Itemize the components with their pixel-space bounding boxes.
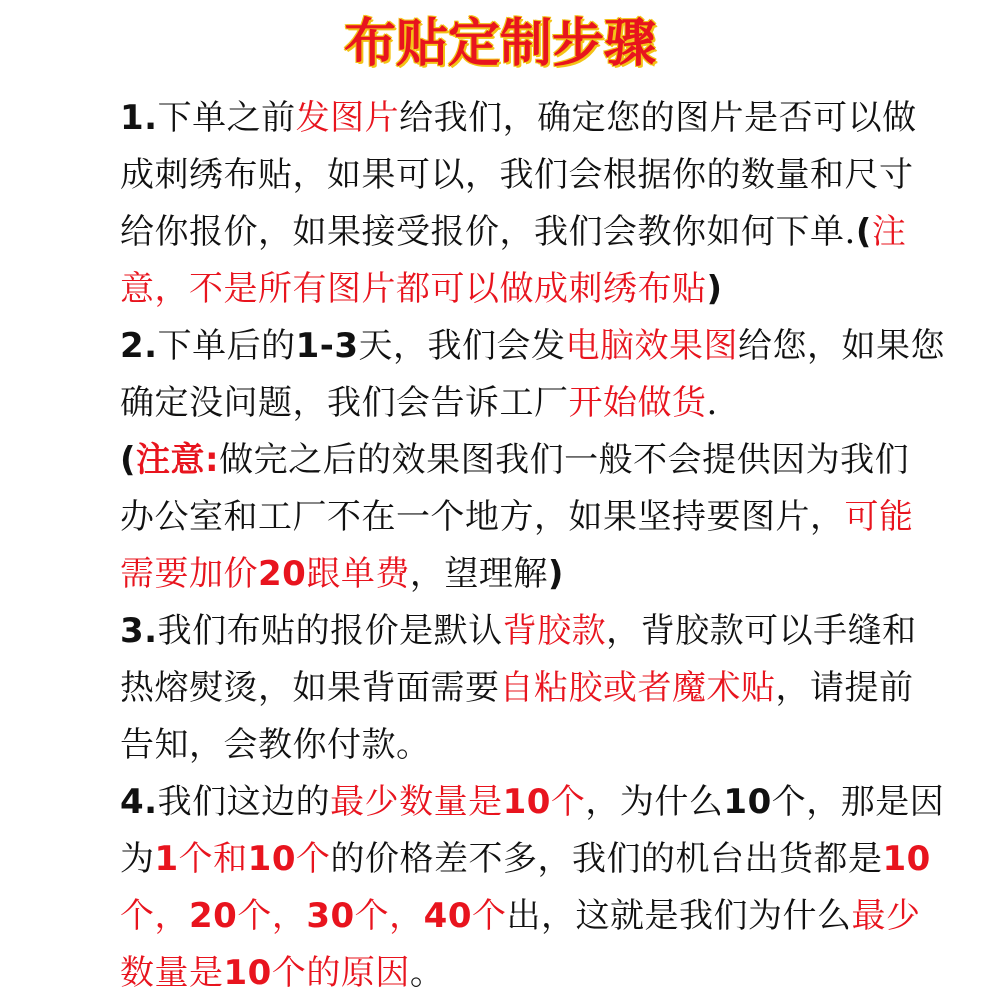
highlighted-text: 10 xyxy=(223,953,272,993)
highlighted-text: 数量是 xyxy=(120,953,224,993)
text-segment: 3. xyxy=(120,611,158,651)
text-line xyxy=(120,831,931,888)
text-segment: 4. xyxy=(120,782,158,822)
highlighted-text: 注意: xyxy=(136,440,220,480)
text-line xyxy=(120,318,946,375)
highlighted-text: 最少 xyxy=(851,896,921,936)
highlighted-text: 背胶款 xyxy=(502,611,607,651)
text-segment: 确定没问题，我们会告诉工厂 xyxy=(120,383,569,423)
text-line xyxy=(120,261,920,318)
highlighted-text: 个 xyxy=(550,782,586,822)
highlighted-text: 10 xyxy=(247,839,296,879)
text-segment: 告知，会教你付款。 xyxy=(120,725,431,765)
highlighted-text: 注 xyxy=(871,212,907,252)
highlighted-text: 20 xyxy=(258,554,307,594)
text-segment: 下单之前 xyxy=(157,98,296,138)
text-line xyxy=(120,717,920,774)
highlighted-text: 个， xyxy=(354,896,424,936)
text-segment: 个，那是因 xyxy=(771,782,945,822)
text-segment: ，为什么 xyxy=(585,782,724,822)
text-segment: ( xyxy=(120,440,137,480)
text-segment: 10 xyxy=(723,782,772,822)
text-segment: ) xyxy=(547,554,564,594)
highlighted-text: 个 xyxy=(296,839,331,879)
highlighted-text: 可能 xyxy=(844,497,914,537)
highlighted-text: 个， xyxy=(120,896,189,936)
text-line xyxy=(120,489,920,546)
text-line xyxy=(120,888,920,945)
text-segment: 。 xyxy=(409,953,445,993)
text-line xyxy=(120,546,920,603)
page-title: 布贴定制步骤 xyxy=(343,14,656,74)
text-segment: ( xyxy=(855,212,872,252)
text-segment: 为 xyxy=(120,839,155,879)
highlighted-text: 个， xyxy=(237,896,307,936)
highlighted-text: 个和 xyxy=(178,839,248,879)
text-line xyxy=(120,90,920,147)
highlighted-text: 自粘胶或者魔术贴 xyxy=(499,668,776,708)
text-line xyxy=(120,375,920,432)
highlighted-text: 个的原因 xyxy=(271,953,410,993)
text-segment: 做完之后的效果图我们一般不会提供因为我们 xyxy=(219,440,910,480)
text-segment: 给我们，确定您的图片是否可以做 xyxy=(399,98,917,138)
text-segment: 给您，如果您 xyxy=(738,326,946,366)
text-line xyxy=(120,432,920,489)
instructions-body xyxy=(120,90,946,1002)
text-segment: 天，我们会发 xyxy=(358,326,566,366)
text-segment: 办公室和工厂不在一个地方，如果坚持要图片， xyxy=(120,497,845,537)
text-line xyxy=(120,147,920,204)
text-segment: ，背胶款可以手缝和 xyxy=(606,611,917,651)
highlighted-text: 10 xyxy=(502,782,551,822)
highlighted-text: 20 xyxy=(189,896,238,936)
highlighted-text: 最少数量是 xyxy=(330,782,503,822)
text-line xyxy=(120,660,920,717)
highlighted-text: 发图片 xyxy=(295,98,400,138)
text-segment: 我们这边的 xyxy=(157,782,331,822)
highlighted-text: 需要加价 xyxy=(120,554,258,594)
highlighted-text: 10 xyxy=(882,839,931,879)
text-segment: 的价格差不多，我们的机台出货都是 xyxy=(330,839,883,879)
highlighted-text: 1 xyxy=(154,839,179,879)
highlighted-text: 40 xyxy=(423,896,472,936)
text-segment: 给你报价，如果接受报价，我们会教你如何下单. xyxy=(120,212,856,252)
highlighted-text: 30 xyxy=(306,896,355,936)
text-segment: ，望理解 xyxy=(409,554,548,594)
text-segment: ，请提前 xyxy=(775,668,914,708)
text-line xyxy=(120,603,920,660)
text-segment: 1. xyxy=(120,98,158,138)
text-line xyxy=(120,774,945,831)
highlighted-text: 电脑效果图 xyxy=(565,326,739,366)
text-segment: 热熔熨烫，如果背面需要 xyxy=(120,668,500,708)
highlighted-text: 开始做货 xyxy=(568,383,707,423)
text-segment: 2. xyxy=(120,326,158,366)
highlighted-text: 跟单费 xyxy=(306,554,410,594)
text-line xyxy=(120,204,920,261)
text-segment: . xyxy=(706,383,718,423)
text-segment: ) xyxy=(706,269,723,309)
highlighted-text: 意，不是所有图片都可以做成刺绣布贴 xyxy=(120,269,707,309)
text-segment: 1-3 xyxy=(295,326,359,366)
highlighted-text: 个 xyxy=(471,896,507,936)
text-line xyxy=(120,945,920,1002)
text-segment: 出，这就是我们为什么 xyxy=(506,896,852,936)
text-segment: 成刺绣布贴，如果可以，我们会根据你的数量和尺寸 xyxy=(120,155,914,195)
text-segment: 我们布贴的报价是默认 xyxy=(157,611,503,651)
text-segment: 下单后的 xyxy=(157,326,296,366)
